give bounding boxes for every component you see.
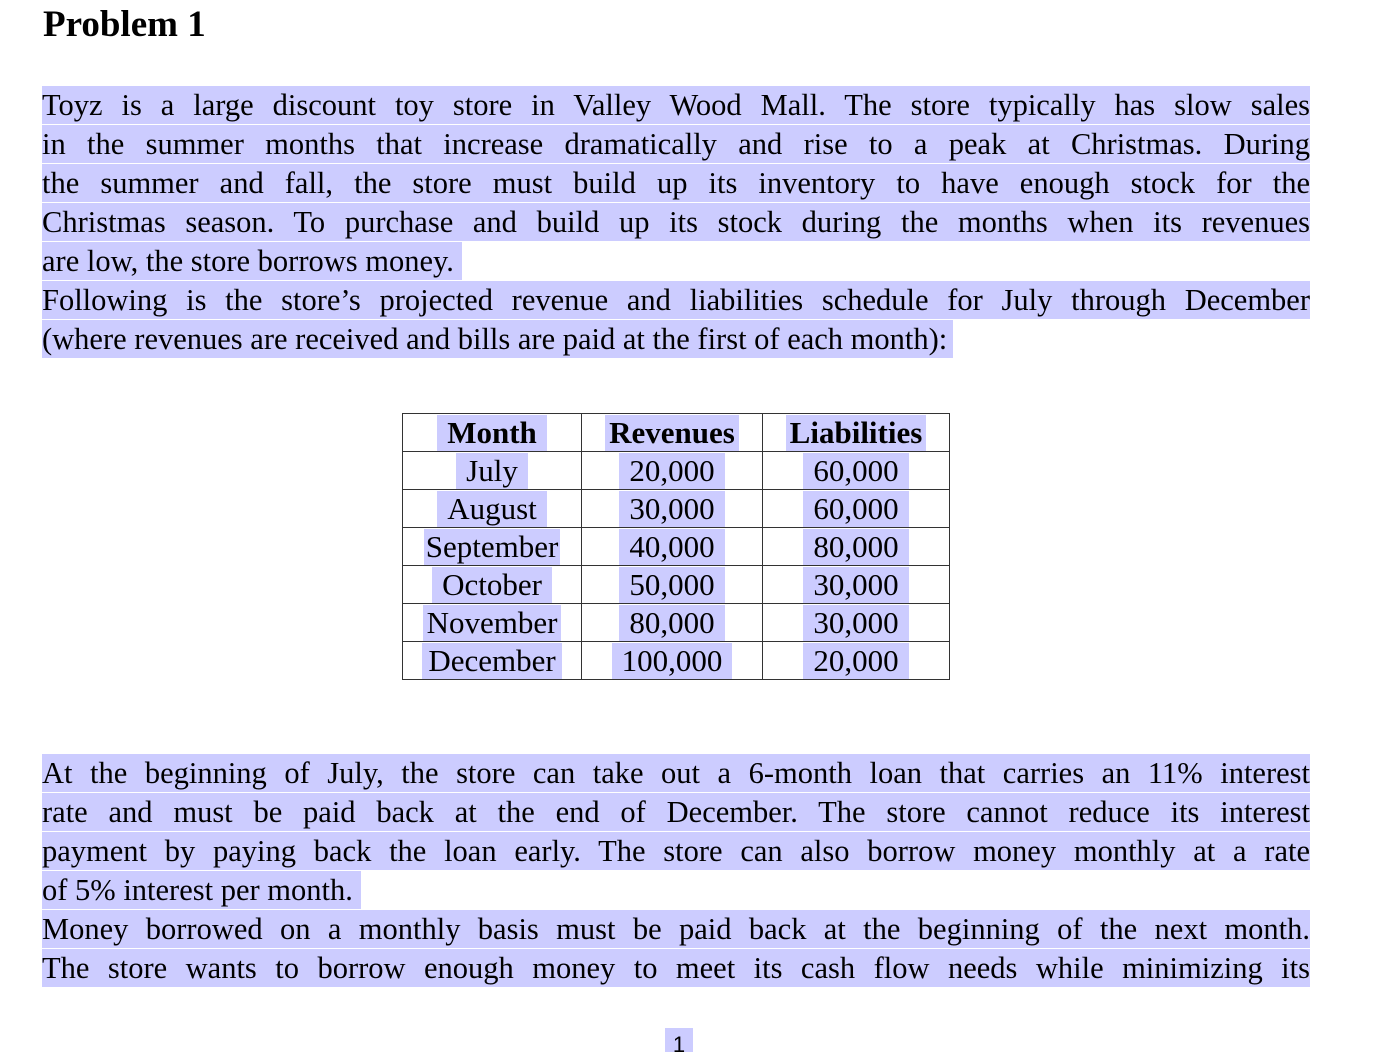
liability-cell: 60,000 <box>763 452 950 490</box>
revenue-cell: 80,000 <box>582 604 763 642</box>
text-line: Toyz is a large discount toy store in Valley Wood Mall. The store typically has slow sales <box>42 88 1310 122</box>
revenue-cell: 30,000 <box>582 490 763 528</box>
revenue-cell: 100,000 <box>582 642 763 680</box>
text-line: of 5% interest per month. <box>42 871 361 909</box>
revenue-cell: 20,000 <box>582 452 763 490</box>
header-liabilities: Liabilities <box>763 414 950 452</box>
liability-cell: 30,000 <box>763 604 950 642</box>
month-cell: October <box>403 566 582 604</box>
table-header-row <box>403 414 950 452</box>
text-line: rate and must be paid back at the end of December. The store cannot reduce its interest <box>42 795 1310 829</box>
text-line: Following is the store’s projected revenue and liabilities schedule for July through December <box>42 283 1310 317</box>
month-cell: July <box>403 452 582 490</box>
table-row <box>403 642 950 680</box>
revenue-cell: 50,000 <box>582 566 763 604</box>
text-line: payment by paying back the loan early. The store can also borrow money monthly at a rate <box>42 834 1310 868</box>
problem-title: Problem 1 <box>43 4 206 45</box>
table-row <box>403 452 950 490</box>
text-line: Christmas season. To purchase and build up its stock during the months when its revenues <box>42 205 1310 239</box>
text-line: The store wants to borrow enough money to meet its cash flow needs while minimizing its <box>42 951 1310 985</box>
text-line: Money borrowed on a monthly basis must be paid back at the beginning of the next month. <box>42 912 1310 946</box>
month-cell: December <box>403 642 582 680</box>
month-cell: September <box>403 528 582 566</box>
header-month: Month <box>403 414 582 452</box>
revenue-liabilities-table <box>402 413 950 680</box>
table-row <box>403 528 950 566</box>
table-row <box>403 566 950 604</box>
revenue-cell: 40,000 <box>582 528 763 566</box>
text-line: (where revenues are received and bills are paid at the first of each month): <box>42 320 953 358</box>
header-revenues: Revenues <box>582 414 763 452</box>
text-line: in the summer months that increase dramatically and rise to a peak at Christmas. During <box>42 127 1310 161</box>
table-row <box>403 490 950 528</box>
liability-cell: 20,000 <box>763 642 950 680</box>
liability-cell: 30,000 <box>763 566 950 604</box>
month-cell: August <box>403 490 582 528</box>
text-line: At the beginning of July, the store can take out a 6-month loan that carries an 11% interest <box>42 756 1310 790</box>
text-line: the summer and fall, the store must build up its inventory to have enough stock for the <box>42 166 1310 200</box>
month-cell: November <box>403 604 582 642</box>
table-row <box>403 604 950 642</box>
text-line: are low, the store borrows money. <box>42 242 462 280</box>
liability-cell: 80,000 <box>763 528 950 566</box>
loan-paragraph <box>42 754 1310 988</box>
intro-paragraph <box>42 86 1310 359</box>
page-number: 1 <box>665 1028 693 1052</box>
liability-cell: 60,000 <box>763 490 950 528</box>
